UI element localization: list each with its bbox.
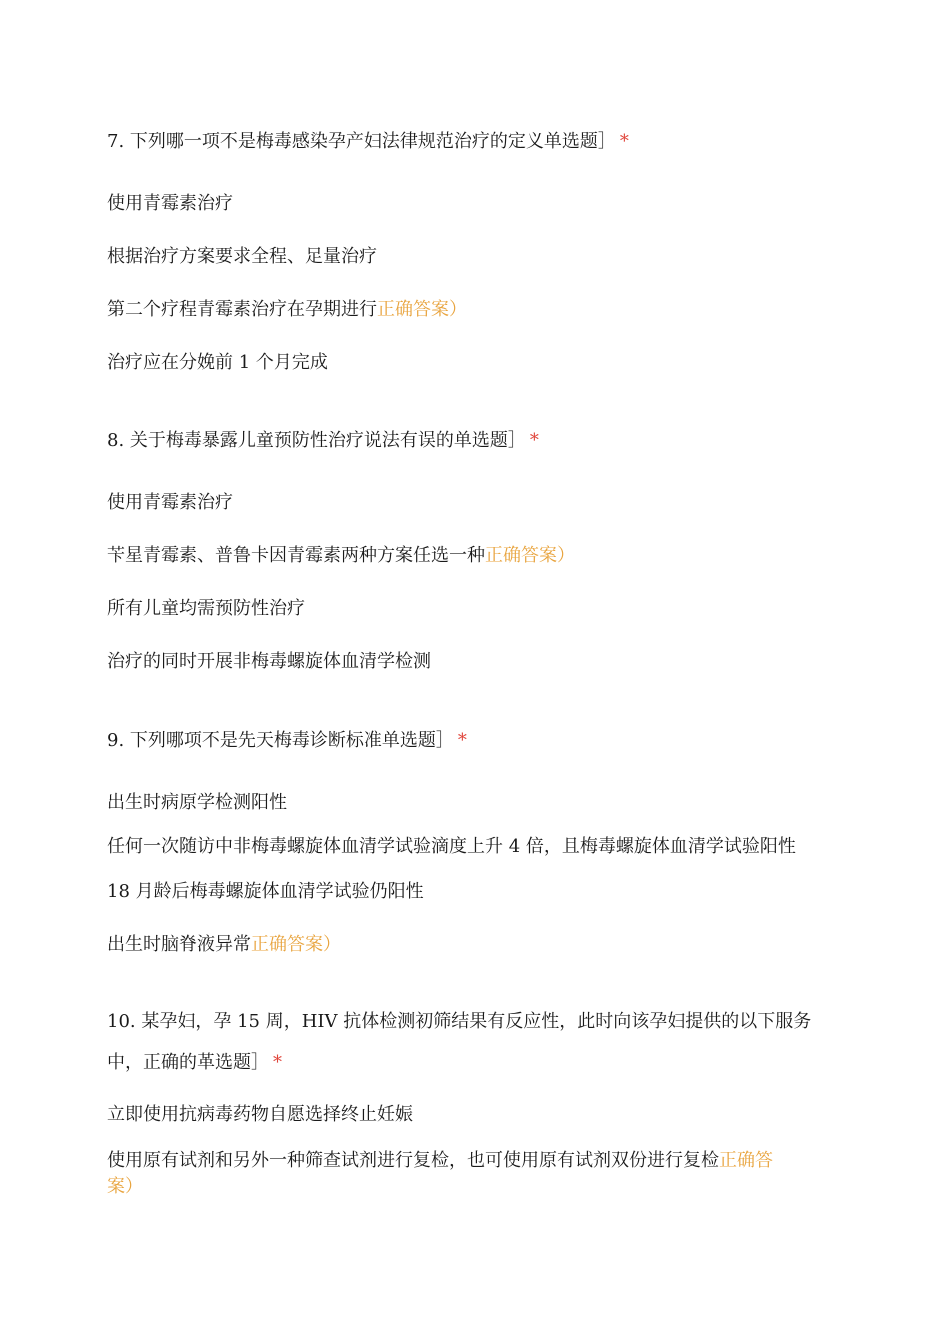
correct-answer-tag: 正确答案） [107,1150,773,1197]
option-item[interactable] [107,933,341,957]
option-item[interactable] [107,650,431,674]
question-7-title [107,130,629,154]
question-title-text: 9. 下列哪项不是先天梅毒诊断标准单选题］ [107,730,454,751]
option-text: 出生时病原学检测阳性 [107,792,287,813]
option-item[interactable] [107,351,328,375]
required-star: * [619,131,629,152]
option-text: 第二个疗程青霉素治疗在孕期进行 [107,299,377,320]
option-text: 治疗的同时开展非梅毒螺旋体血清学检测 [107,651,431,672]
option-text: 使用青霉素治疗 [107,193,233,214]
required-star: * [529,430,539,451]
question-title-text: 中，正确的革选题］ [107,1052,269,1073]
option-text: 出生时脑脊液异常 [107,934,251,955]
option-text: 18 月龄后梅毒螺旋体血清学试验仍阳性 [107,881,424,902]
question-8-title [107,429,539,453]
question-title-text: 8. 关于梅毒暴露儿童预防性治疗说法有误的单选题］ [107,430,526,451]
option-text: 使用原有试剂和另外一种筛查试剂进行复检，也可使用原有试剂双份进行复检 [107,1150,719,1171]
required-star: * [273,1052,282,1073]
question-title-text: 10. 某孕妇，孕 15 周，HIV 抗体检测初筛结果有反应性，此时向该孕妇提供的以下服务 [107,1011,812,1032]
option-item[interactable] [107,1103,413,1127]
correct-answer-tag: 正确答案） [485,545,575,566]
correct-answer-tag: 正确答案） [377,299,467,320]
option-text: 治疗应在分娩前 1 个月完成 [107,352,328,373]
option-item[interactable] [107,298,467,322]
question-10-title-line1 [107,1010,811,1034]
option-text: 根据治疗方案要求全程、足量治疗 [107,246,377,267]
option-item[interactable] [107,835,796,859]
question-9-title [107,729,467,753]
option-text: 使用青霉素治疗 [107,492,233,513]
option-item[interactable] [107,791,287,815]
option-item[interactable] [107,192,233,216]
correct-answer-tag: 正确答案） [251,934,341,955]
option-text: 所有儿童均需预防性治疗 [107,598,305,619]
option-item[interactable] [107,544,575,568]
option-item[interactable] [107,597,305,621]
option-text: 立即使用抗病毒药物自愿选择终止妊娠 [107,1104,413,1125]
question-title-text: 7. 下列哪一项不是梅毒感染孕产妇法律规范治疗的定义单选题］ [107,131,616,152]
option-item[interactable] [107,245,377,269]
question-10-title-line2 [107,1051,282,1075]
option-item[interactable] [107,880,424,904]
option-item[interactable] [107,1148,797,1200]
option-text: 任何一次随访中非梅毒螺旋体血清学试验滴度上升 4 倍，且梅毒螺旋体血清学试验阳性 [107,836,796,857]
required-star: * [457,730,467,751]
option-text: 苄星青霉素、普鲁卡因青霉素两种方案任选一种 [107,545,485,566]
option-item[interactable] [107,491,233,515]
